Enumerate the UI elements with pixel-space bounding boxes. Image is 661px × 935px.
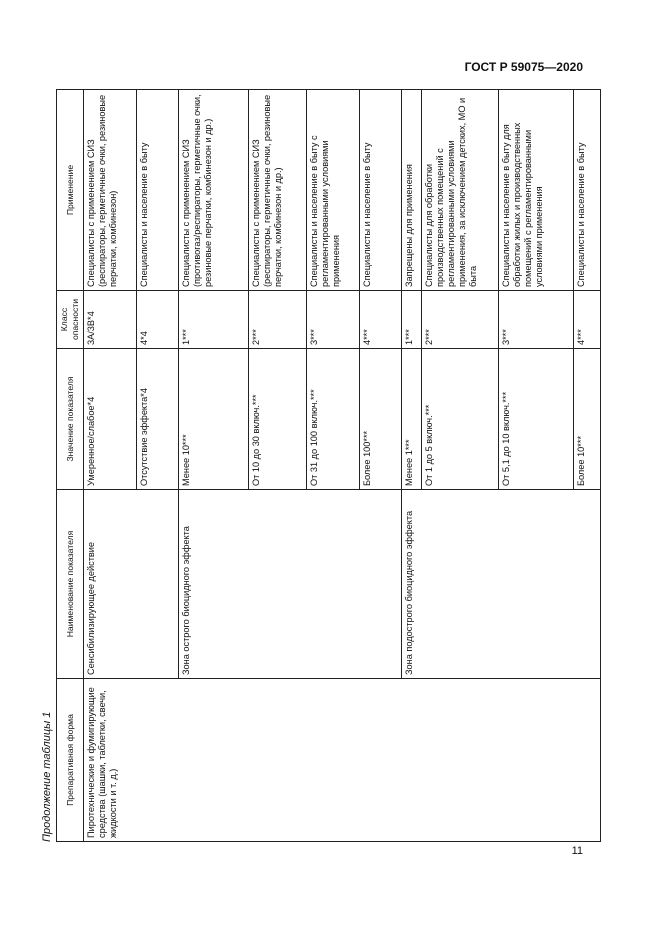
class-cell: 2*** xyxy=(249,291,307,349)
use-cell: Специалисты и население в быту xyxy=(360,90,402,291)
use-cell: Специалисты с применением СИЗ (респираторы, герметичные очки, резиновые перчатки, комбинезон) xyxy=(84,90,137,291)
value-cell: От 31 до 100 включ.*** xyxy=(307,349,360,490)
value-cell: Умеренное/слабое*4 xyxy=(84,349,137,490)
document-id: ГОСТ Р 59075—2020 xyxy=(464,60,583,74)
class-cell: 4*4 xyxy=(137,291,179,349)
value-cell: Более 100*** xyxy=(360,349,402,490)
value-cell: Отсутствие эффекта*4 xyxy=(137,349,179,490)
use-cell: Специалисты с применением СИЗ (противогаз/респираторы, герметичные очки, резиновые перчатки, комбинезон и др.) xyxy=(179,90,249,291)
use-cell: Специалисты и население в быту для обработки жилых и производственных помещений с регламентированными условиями применения xyxy=(499,90,574,291)
column-header: Значение показателя xyxy=(57,349,84,490)
table-row xyxy=(84,90,137,842)
value-cell: От 5,1 до 10 включ.*** xyxy=(499,349,574,490)
indicator-cell: Сенсибилизирующее действие xyxy=(84,490,179,679)
indicator-cell: Зона острого биоцидного эффекта xyxy=(179,490,402,679)
form-cell: Пиротехнические и фумигирующие средства (шашки, таблетки, свечи, жидкости и т. д.) xyxy=(84,679,601,842)
class-cell: 1*** xyxy=(179,291,249,349)
value-cell: От 10 до 30 включ.*** xyxy=(249,349,307,490)
class-cell: 3*** xyxy=(499,291,574,349)
column-header: Препаративная форма xyxy=(57,679,84,842)
table-header-row xyxy=(57,90,84,842)
use-cell: Специалисты и население в быту с регламентированными условиями применения xyxy=(307,90,360,291)
page-number: 11 xyxy=(571,845,583,857)
column-header: Наименование показателя xyxy=(57,490,84,679)
table-caption: Продолжение таблицы 1 xyxy=(41,711,53,842)
indicator-cell: Зона подострого биоцидного эффекта xyxy=(402,490,601,679)
class-cell: 3*** xyxy=(307,291,360,349)
data-table xyxy=(56,89,601,842)
class-cell: 4*** xyxy=(574,291,601,349)
column-header: Класс опасности xyxy=(57,291,84,349)
use-cell: Специалисты и население в быту xyxy=(574,90,601,291)
column-header: Применение xyxy=(57,90,84,291)
class-cell: 2*** xyxy=(422,291,499,349)
use-cell: Запрещены для применения xyxy=(402,90,422,291)
rotated-table-page xyxy=(38,90,586,842)
use-cell: Специалисты для обработки производственных помещений с регламентированными условиями применения, за исключением детских, МО и быта xyxy=(422,90,499,291)
value-cell: От 1 до 5 включ.*** xyxy=(422,349,499,490)
class-cell: 3А/3В*4 xyxy=(84,291,137,349)
value-cell: Более 10*** xyxy=(574,349,601,490)
class-cell: 4*** xyxy=(360,291,402,349)
class-cell: 1*** xyxy=(402,291,422,349)
value-cell: Менее 1*** xyxy=(402,349,422,490)
use-cell: Специалисты с применением СИЗ (респираторы, герметичные очки, резиновые перчатки, комбинезон и др.) xyxy=(249,90,307,291)
use-cell: Специалисты и население в быту xyxy=(137,90,179,291)
value-cell: Менее 10*** xyxy=(179,349,249,490)
